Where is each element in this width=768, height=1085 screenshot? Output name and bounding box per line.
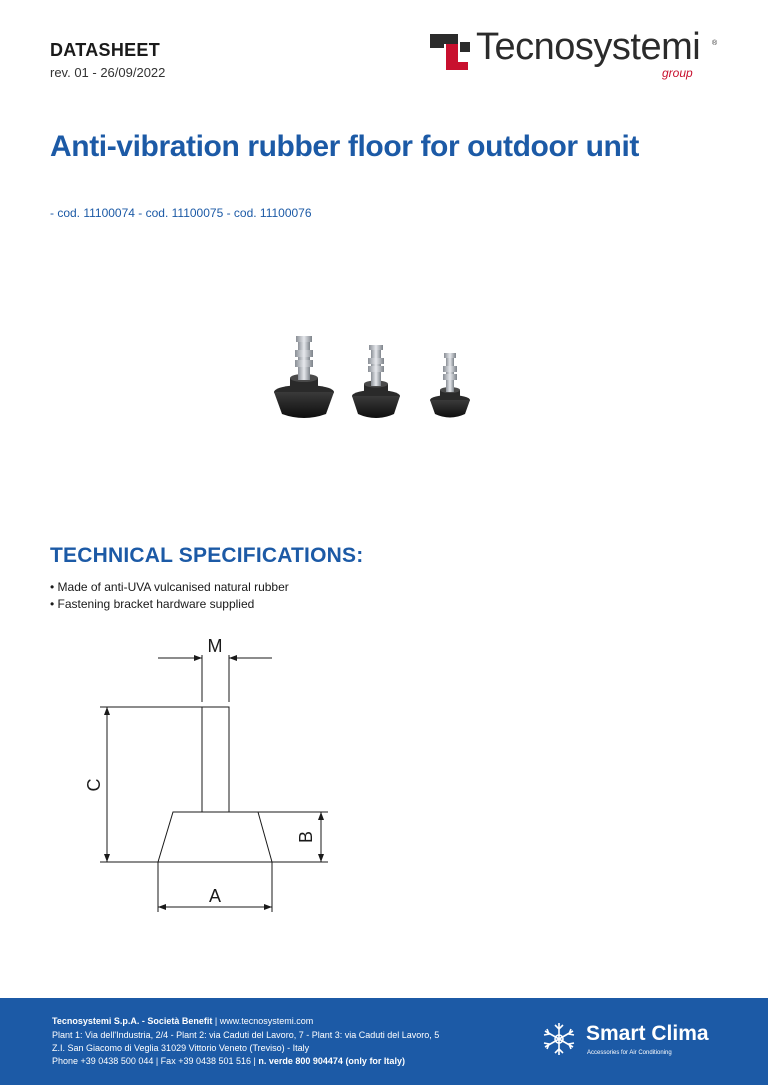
footer-website: | www.tecnosystemi.com bbox=[214, 1016, 314, 1026]
spec-item: • Made of anti-UVA vulcanised natural rubber bbox=[50, 580, 289, 594]
smart-clima-snowflake-icon bbox=[540, 1020, 578, 1058]
footer-company: Tecnosystemi S.p.A. - Società Benefit bbox=[52, 1016, 213, 1026]
footer-contacts-line bbox=[52, 1056, 405, 1066]
logo-registered-mark: ® bbox=[712, 40, 718, 47]
footer-company-line bbox=[52, 1016, 313, 1026]
logo-group-text: group bbox=[662, 66, 693, 80]
dimension-m-label: M bbox=[207, 636, 223, 656]
smart-clima-tagline: Accessories for Air Conditioning bbox=[587, 1050, 672, 1056]
footer-address-2: Z.I. San Giacomo di Veglia 31029 Vittorio Veneto (Treviso) - Italy bbox=[52, 1043, 310, 1053]
page-title: Anti-vibration rubber floor for outdoor unit bbox=[50, 130, 639, 163]
spec-item: • Fastening bracket hardware supplied bbox=[50, 597, 255, 611]
footer-contacts: Phone +39 0438 500 044 | Fax +39 0438 501 516 | bbox=[52, 1056, 256, 1066]
dimension-a-label: A bbox=[208, 886, 222, 906]
page-footer bbox=[0, 998, 768, 1085]
product-codes: - cod. 11100074 - cod. 11100075 - cod. 11100076 bbox=[50, 206, 312, 220]
medium-mount-icon bbox=[352, 345, 400, 418]
doc-type-label: DATASHEET bbox=[50, 40, 161, 60]
specifications-heading: TECHNICAL SPECIFICATIONS: bbox=[50, 544, 364, 567]
footer-address-1: Plant 1: Via dell'Industria, 2/4 - Plant 2: via Caduti del Lavoro, 7 - Plant 3: via Caduti del Lavoro, 5 bbox=[52, 1030, 440, 1040]
small-mount-icon bbox=[430, 353, 470, 418]
stud-shape bbox=[202, 707, 229, 812]
smart-clima-logo-text: Smart Clima bbox=[586, 1022, 709, 1045]
revision-date: rev. 01 - 26/09/2022 bbox=[50, 65, 166, 80]
dimension-diagram bbox=[60, 630, 360, 920]
dimension-c-label: C bbox=[84, 778, 104, 792]
product-photo bbox=[268, 330, 480, 426]
logo-wordmark: Tecnosystemi bbox=[476, 26, 701, 68]
base-shape bbox=[158, 812, 272, 862]
footer-toll-free: n. verde 800 904474 (only for Italy) bbox=[258, 1056, 405, 1066]
dimension-b-label: B bbox=[296, 830, 316, 844]
large-mount-icon bbox=[274, 336, 334, 418]
